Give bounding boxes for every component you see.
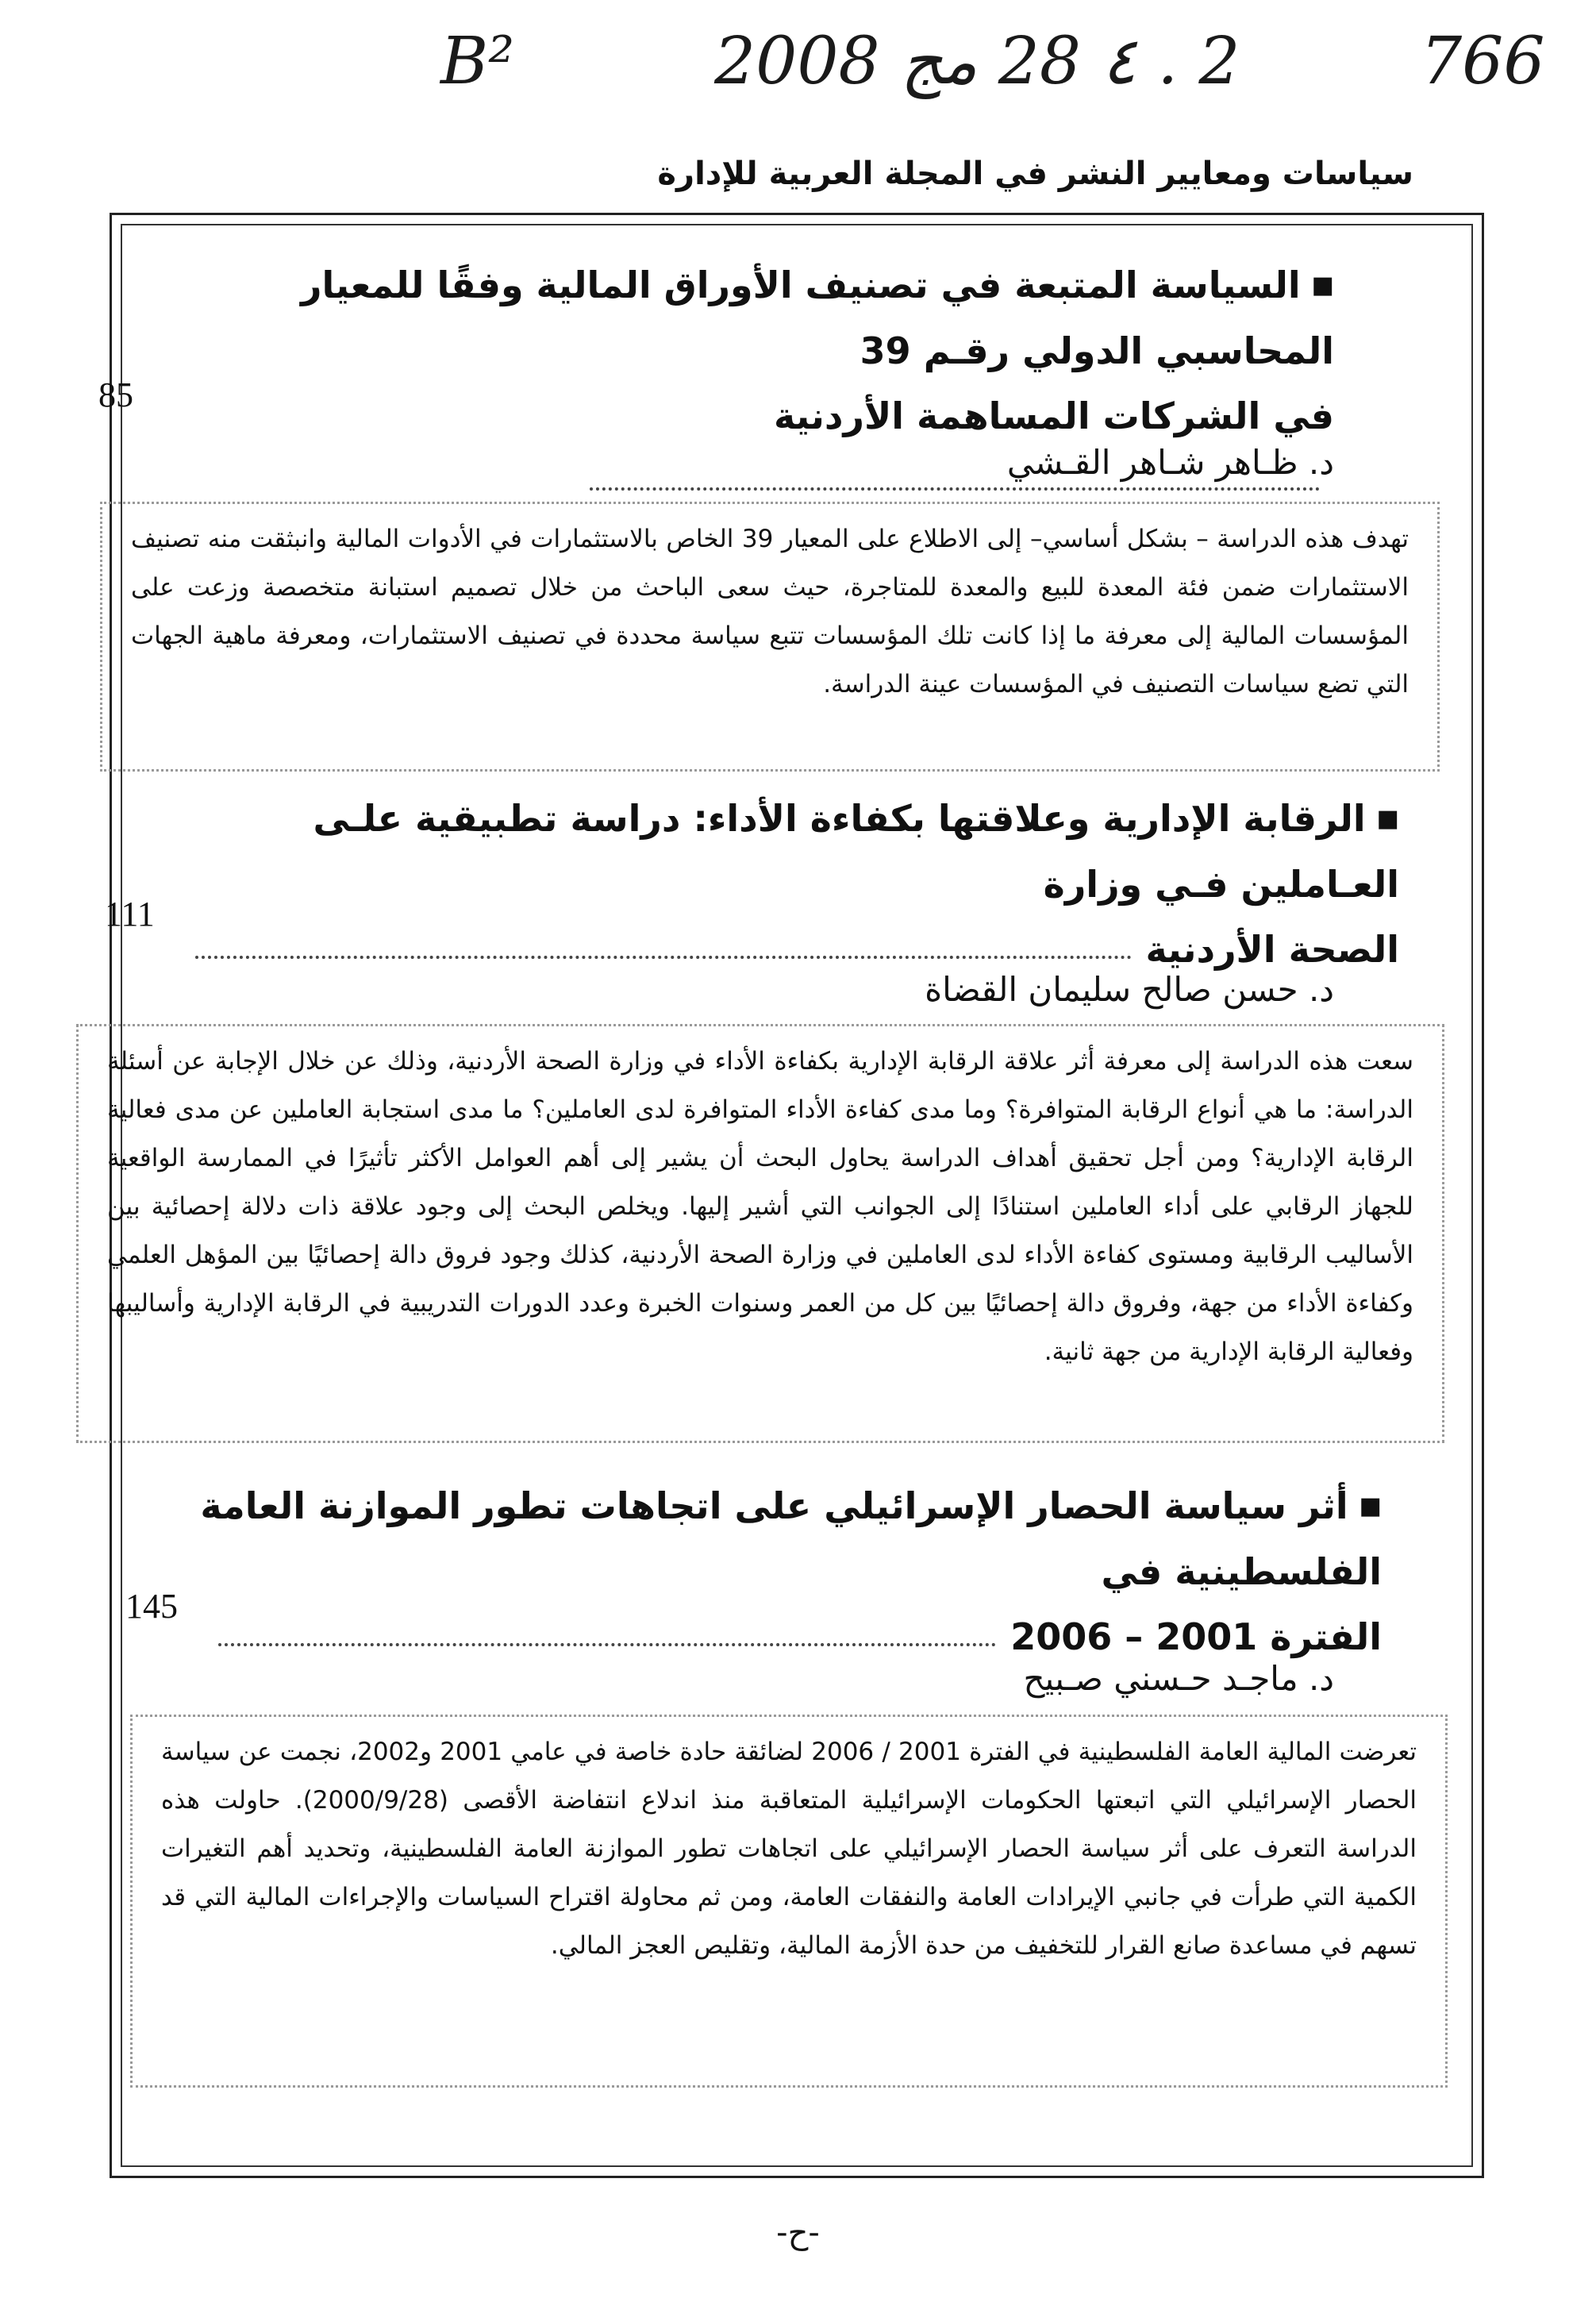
entry-abstract: تعرضت المالية العامة الفلسطينية في الفترة 2001 / 2006 لضائقة حادة خاصة في عامي 2001 و2002، نجمت عن سياسة الحصار الإسرائيلي التي اتبعتها الحكومات الإسرائيلية المتعاقبة منذ اندلاع انتفاضة الأقصى (2000/9/28). حاولت هذه الدراسة التعرف على أثر سياسة الحصار الإسرائيلي على اتجاهات تطور الموازنة العامة الفلسطينية، وتحديد أهم التغيرات الكمية التي طرأت في جانبي الإيرادات العامة والنفقات العامة، ومن ثم محاولة اقتراح السياسات والإجراءات المالية التي قد تسهم في مساعدة صانع القرار للتخفيف من حدة الأزمة المالية، وتقليص العجز المالي. bbox=[130, 1715, 1448, 2088]
entry-title-line1: أثر سياسة الحصار الإسرائيلي على اتجاهات تطور الموازنة العامة الفلسطينية في bbox=[200, 1484, 1382, 1593]
entry-author: د. ماجـد حـسني صـبيح bbox=[1023, 1659, 1334, 1698]
entry-author: د. ظـاهر شـاهر القـشي bbox=[1006, 443, 1334, 482]
entry-title-line1: الرقابة الإدارية وعلاقتها بكفاءة الأداء: دراسة تطبيقية علـى العـاملين فـي وزارة bbox=[313, 797, 1399, 906]
bullet-icon: ■ bbox=[1311, 271, 1334, 299]
page-number: 85 bbox=[98, 375, 133, 414]
leader-dots bbox=[195, 946, 1132, 959]
page-number: 145 bbox=[125, 1587, 178, 1626]
entry-title-line2: الصحة الأردنية bbox=[1145, 928, 1399, 971]
entry-title bbox=[144, 1473, 1382, 1669]
entry-title-line2: الفترة 2001 – 2006 bbox=[1010, 1615, 1382, 1658]
entry-abstract: سعت هذه الدراسة إلى معرفة أثر علاقة الرقابة الإدارية بكفاءة الأداء في وزارة الصحة الأردنية، وذلك عن خلال الإجابة عن أسئلة الدراسة: ما هي أنواع الرقابة المتوافرة؟ وما مدى كفاءة الأداء المتوافرة لدى العاملين؟ ما مدى استجابة العاملين عن مدى فعالية الرقابة الإدارية؟ ومن أجل تحقيق أهداف الدراسة يحاول البحث أن يشير إلى أهم العوامل الأكثر تأثيرًا في الممارسة الواقعية للجهاز الرقابي على أداء العاملين استنادًا إلى الجوانب التي أشير إليها. ويخلص البحث إلى وجود علاقة ذات دلالة إحصائية بين الأساليب الرقابية ومستوى كفاءة الأداء لدى العاملين في وزارة الصحة الأردنية، كذلك وجود فروق دالة إحصائيًا بين المؤهل العلمي وكفاءة الأداء من جهة، وفروق دالة إحصائيًا بين كل من العمر وسنوات الخبرة وعدد الدورات التدريبية في الرقابة الإدارية وأساليبها وفعالية الرقابة الإدارية من جهة ثانية. bbox=[76, 1024, 1444, 1443]
bullet-icon: ■ bbox=[1376, 805, 1399, 833]
page-folio: -ح- bbox=[776, 2215, 820, 2251]
entry-title bbox=[161, 786, 1399, 982]
handwritten-notes: 2 . ٤ 28 مج 2008 bbox=[714, 24, 1240, 99]
handwritten-number: 766 bbox=[1421, 24, 1545, 99]
entry-abstract: تهدف هذه الدراسة – بشكل أساسي– إلى الاطلاع على المعيار 39 الخاص بالاستثمارات في الأدوات المالية وانبثقت منه تصنيف الاستثمارات ضمن فئة المعدة للبيع والمعدة للمتاجرة، حيث سعى الباحث من خلال تصميم استبانة متخصصة وزعت على المؤسسات المالية إلى معرفة ما إذا كانت تلك المؤسسات تتبع سياسة محددة في تصنيف الاستثمارات، ومعرفة ماهية الجهات التي تضع سياسات التصنيف في المؤسسات عينة الدراسة. bbox=[100, 502, 1440, 772]
entry-title-line1: السياسة المتبعة في تصنيف الأوراق المالية وفقًا للمعيار المحاسبي الدولي رقـم 39 bbox=[301, 264, 1334, 372]
handwritten-annotation bbox=[0, 24, 1596, 111]
bullet-icon: ■ bbox=[1359, 1492, 1382, 1520]
entry-title-line2: في الشركات المساهمة الأردنية bbox=[773, 395, 1334, 437]
running-head: سياسات ومعايير النشر في المجلة العربية للإدارة bbox=[657, 156, 1413, 192]
entry-author: د. حسن صالح سليمان القضاة bbox=[925, 970, 1334, 1009]
leader-dots bbox=[218, 1634, 996, 1646]
handwritten-code: B² bbox=[440, 24, 515, 99]
page-number: 111 bbox=[105, 895, 155, 933]
